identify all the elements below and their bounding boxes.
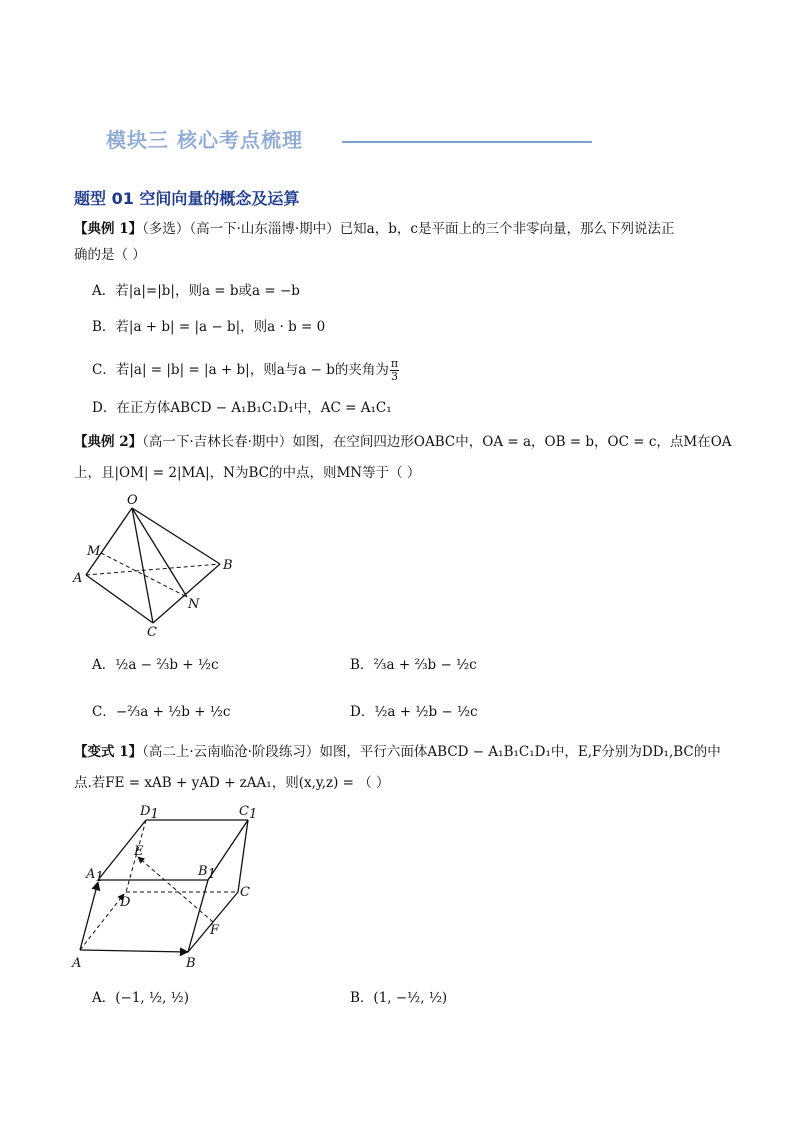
- section-title: 题型 01 空间向量的概念及运算: [74, 189, 300, 208]
- ex1-option-c: [92, 358, 400, 383]
- label-e: E: [134, 844, 144, 859]
- label-d: D: [120, 895, 131, 910]
- ex2-stem-line2: 上，且|OM| = 2|MA|，N为BC的中点，则MN等于（ ）: [74, 465, 421, 481]
- label-m: M: [87, 544, 101, 559]
- ex2-option-d-text: ½a + ½b − ½c: [374, 704, 478, 720]
- ex1-option-b: [92, 317, 325, 337]
- edge-b1b: [188, 880, 208, 952]
- edge-oa: [86, 508, 132, 575]
- ex1-option-c-fraction: [390, 358, 399, 383]
- edge-bc: [153, 564, 220, 623]
- ex1-tag: 【典例 1】: [74, 221, 143, 237]
- ex2-option-b: [350, 655, 477, 675]
- ex1-option-c-label: C．: [92, 362, 116, 378]
- ex2-source: （高一下·吉林长春·期中）: [142, 434, 293, 450]
- label-b1: B1: [198, 864, 216, 882]
- ex1-option-a: [92, 281, 300, 301]
- edge-ac: [86, 575, 153, 623]
- label-c: C: [147, 625, 157, 640]
- ex2-option-b-text: ⅔a + ⅔b − ½c: [373, 657, 477, 673]
- parallelepiped-figure: [68, 800, 268, 972]
- ex1-stem-text1: 已知a，b，c是平面上的三个非零向量，那么下列说法正: [339, 221, 675, 237]
- ex2-option-c-text: −⅔a + ½b + ½c: [115, 704, 231, 720]
- ex1-stem-line2: 确的是（ ）: [74, 247, 146, 263]
- tetrahedron-figure: [70, 490, 240, 640]
- label-a: A: [73, 571, 83, 586]
- ex2-tag: 【典例 2】: [74, 434, 143, 450]
- vector-ad-hidden: [80, 894, 124, 950]
- edge-ab-hidden: [86, 564, 220, 575]
- ex1-option-a-text: 若|a|=|b|，则a = b或a = −b: [115, 283, 300, 299]
- var1-stem-line1: [74, 742, 721, 762]
- var1-tag: 【变式 1】: [74, 744, 143, 760]
- fraction-denominator: 3: [390, 370, 398, 383]
- ex1-option-d-label: D．: [92, 400, 117, 416]
- module-title: 模块三 核心考点梳理: [106, 128, 303, 152]
- ex1-option-d-text: 在正方体ABCD − A₁B₁C₁D₁中，AC = A₁C₁: [116, 400, 392, 416]
- vector-ab: [80, 950, 188, 952]
- ex2-option-d: [350, 702, 478, 722]
- label-b: B: [186, 956, 196, 971]
- var1-option-a-label: A．: [92, 990, 116, 1006]
- label-a1: A1: [86, 867, 104, 885]
- var1-option-b: [350, 988, 447, 1008]
- ex1-option-b-label: B．: [92, 319, 116, 335]
- label-f: F: [210, 923, 220, 938]
- label-b: B: [223, 558, 233, 573]
- ex2-option-c-label: C．: [92, 704, 116, 720]
- ex2-option-a: [92, 655, 219, 675]
- label-o: O: [127, 493, 138, 508]
- ex2-option-a-text: ½a − ⅔b + ½c: [115, 657, 219, 673]
- label-n: N: [188, 597, 200, 612]
- var1-option-b-text: (1, −½, ½): [373, 990, 448, 1006]
- var1-source: （高二上·云南临沧·阶段练习）: [142, 744, 320, 760]
- ex1-stem-line1: [74, 219, 674, 239]
- ex2-option-d-label: D．: [350, 704, 375, 720]
- edge-ob: [132, 508, 220, 564]
- ex2-option-a-label: A．: [92, 657, 116, 673]
- module-title-rule: [342, 141, 592, 143]
- ex1-option-a-label: A．: [92, 283, 116, 299]
- ex2-stem-text1: 如图，在空间四边形OABC中，OA = a，OB = b，OC = c，点M在OA: [292, 434, 732, 450]
- ex2-option-b-label: B．: [350, 657, 374, 673]
- ex2-option-c: [92, 702, 230, 722]
- vector-aa1: [80, 882, 98, 950]
- var1-option-a-text: (−1, ½, ½): [115, 990, 190, 1006]
- ex1-option-d: [92, 398, 392, 418]
- var1-stem-line2: 点.若FE = xAB + yAD + zAA₁，则(x,y,z) = （ ）: [74, 775, 390, 791]
- ex2-stem-line1: [74, 432, 732, 452]
- label-d1: D1: [140, 804, 159, 822]
- ex1-option-c-text: 若|a| = |b| = |a + b|，则a与a − b的夹角为: [115, 362, 389, 378]
- var1-option-a: [92, 988, 189, 1008]
- ex1-source: （多选）（高一下·山东淄博·期中）: [142, 221, 340, 237]
- label-c1: C1: [239, 804, 258, 822]
- label-a: A: [72, 956, 82, 971]
- var1-stem-text1: 如图，平行六面体ABCD − A₁B₁C₁D₁中，E,F分别为DD₁,BC的中: [319, 744, 721, 760]
- label-c: C: [240, 885, 250, 900]
- edge-c1c: [238, 820, 248, 892]
- ex1-option-b-text: 若|a + b| = |a − b|，则a · b = 0: [115, 319, 326, 335]
- var1-option-b-label: B．: [350, 990, 374, 1006]
- fraction-numerator: π: [390, 357, 399, 370]
